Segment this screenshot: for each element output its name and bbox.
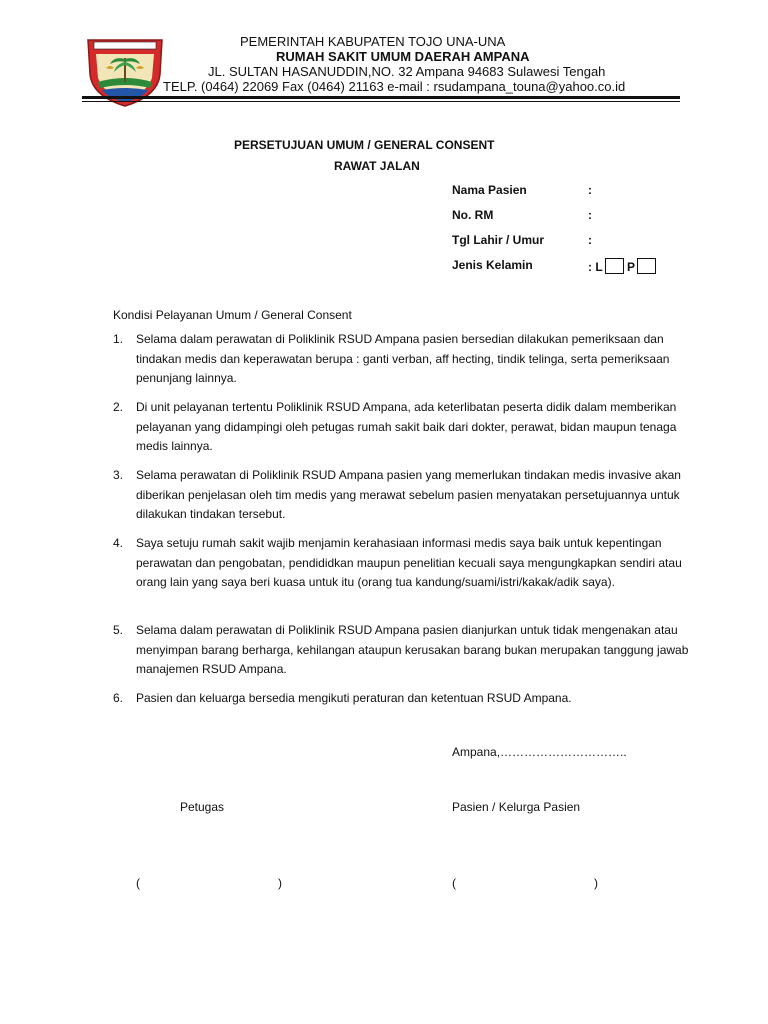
- officer-signature-close-paren: ): [278, 876, 282, 890]
- gender-p-checkbox[interactable]: [637, 258, 656, 274]
- header-address: JL. SULTAN HASANUDDIN,NO. 32 Ampana 94683 Sulawesi Tengah: [208, 64, 606, 79]
- patient-family-label: Pasien / Kelurga Pasien: [452, 800, 581, 814]
- item-text: Di unit pelayanan tertentu Poliklinik RSUD Ampana, ada keterlibatan peserta didik dalam memberikan pelayanan yang didampingi oleh petugas rumah sakit baik dari dokter, perawat, bidan maupun tenaga medis lainnya.: [136, 400, 677, 453]
- letterhead-rule-thick: [82, 96, 680, 99]
- header-hospital-name: RUMAH SAKIT UMUM DAERAH AMPANA: [276, 49, 530, 64]
- document-title: PERSETUJUAN UMUM / GENERAL CONSENT: [234, 138, 495, 152]
- field-colon: :: [588, 233, 592, 247]
- item-text: Selama dalam perawatan di Poliklinik RSUD Ampana pasien dianjurkan untuk tidak mengenakan atau menyimpan barang berharga, kehilangan ataupun kerusakan barang bukan merupakan tanggung jawab manajemen RSUD Ampana.: [136, 623, 689, 676]
- item-number: 5.: [113, 623, 124, 637]
- item-number: 2.: [113, 400, 124, 414]
- document-subtitle: RAWAT JALAN: [334, 159, 420, 173]
- field-colon: :: [588, 208, 592, 222]
- field-label-tgl-lahir: Tgl Lahir / Umur: [452, 233, 545, 247]
- field-label-jenis-kelamin: Jenis Kelamin: [452, 258, 533, 272]
- officer-label: Petugas: [180, 800, 225, 814]
- gender-options: [588, 258, 656, 274]
- item-number: 1.: [113, 332, 124, 346]
- patient-signature-open-paren: (: [452, 876, 456, 890]
- patient-signature-close-paren: ): [594, 876, 598, 890]
- letterhead-rule-thin: [82, 101, 680, 102]
- conditions-heading: Kondisi Pelayanan Umum / General Consent: [113, 308, 352, 322]
- gender-l-checkbox[interactable]: [605, 258, 624, 274]
- item-text: Selama perawatan di Poliklinik RSUD Ampana pasien yang memerlukan tindakan medis invasive akan diberikan penjelasan oleh tim medis yang merawat sebelum pasien menyatakan persetujuannya untuk dilakukan tindakan tersebut.: [136, 468, 681, 521]
- condition-item: [113, 689, 693, 709]
- item-number: 6.: [113, 691, 124, 705]
- field-label-nama-pasien: Nama Pasien: [452, 183, 527, 197]
- item-text: Saya setuju rumah sakit wajib menjamin kerahasiaan informasi medis saya baik untuk kepentingan perawatan dan pengobatan, pendididkan maupun penelitian kecuali saya mengungkapkan sendiri atau orang lain yang saya beri kuasa untuk itu (orang tua kandung/suami/istri/kakak/adik saya).: [136, 536, 682, 589]
- item-number: 3.: [113, 468, 124, 482]
- officer-signature-open-paren: (: [136, 876, 140, 890]
- header-contact: TELP. (0464) 22069 Fax (0464) 21163 e-mail : rsudampana_touna@yahoo.co.id: [163, 79, 626, 94]
- item-text: Selama dalam perawatan di Poliklinik RSUD Ampana pasien bersedian dilakukan pemeriksaan dan tindakan medis dan keperawatan berupa : ganti verban, aff hecting, tindik telinga, serta pemeriksaan penunjang lainnya.: [136, 332, 670, 385]
- condition-item: [113, 398, 693, 457]
- condition-item: [113, 621, 693, 680]
- gender-option-p-label: P: [627, 260, 636, 274]
- condition-item: [113, 466, 693, 525]
- field-colon: :: [588, 183, 592, 197]
- header-government: PEMERINTAH KABUPATEN TOJO UNA-UNA: [240, 34, 506, 49]
- item-number: 4.: [113, 536, 124, 550]
- place-date-line: Ampana,…………………………..: [452, 745, 627, 759]
- item-text: Pasien dan keluarga bersedia mengikuti peraturan dan ketentuan RSUD Ampana.: [136, 691, 572, 705]
- condition-item: [113, 534, 693, 593]
- gender-option-l-label: : L: [588, 260, 603, 274]
- field-label-no-rm: No. RM: [452, 208, 494, 222]
- condition-item: [113, 330, 693, 389]
